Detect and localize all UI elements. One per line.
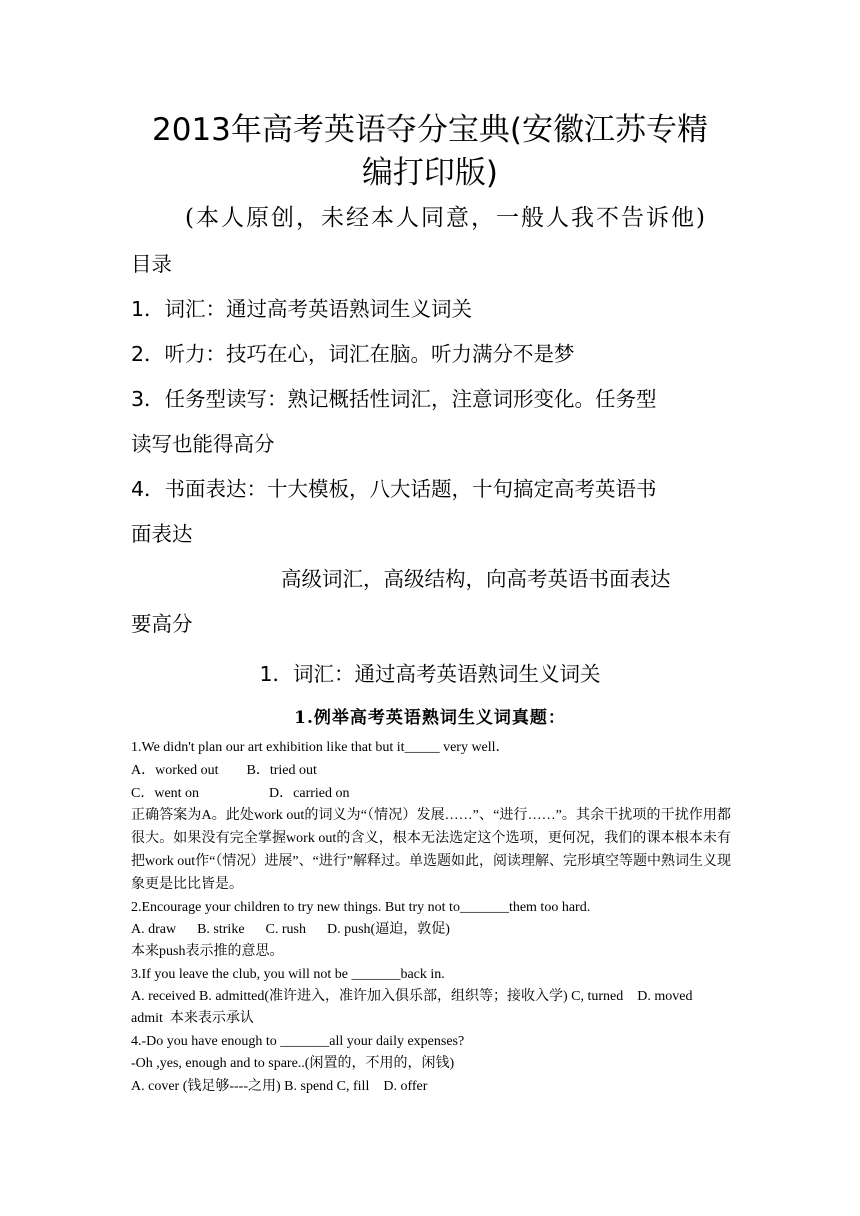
question-2-options: A. draw B. strike C. rush D. push(逼迫，敦促) bbox=[131, 922, 450, 937]
toc-heading: 目录 bbox=[131, 252, 172, 276]
toc-item-2: 2．听力：技巧在心，词汇在脑。听力满分不是梦 bbox=[131, 342, 575, 366]
question-1-options-cd: C．went on D．carried on bbox=[131, 786, 350, 801]
document-subtitle: (本人原创，未经本人同意，一般人我不告诉他) bbox=[185, 205, 707, 231]
question-1-explanation: 正确答案为A。此处work out的词义为“（情况）发展……”、“进行……”。其余干扰项的干扰作用都很大。如果没有完全掌握work out的含义，根本无法选定这个选项，更何况，我们的课本根本未有把work out作“（情况）进展”、“进行”解释过。单选题如此，阅读理解、完形填空等题中熟词生义现象更是比比皆是。 bbox=[131, 808, 732, 892]
toc-item-1: 1．词汇：通过高考英语熟词生义词关 bbox=[131, 297, 473, 321]
toc-item-5-line-2: 要高分 bbox=[131, 612, 193, 636]
question-1-options-ab: A．worked out B．tried out bbox=[131, 763, 317, 778]
toc-item-4-line-1: 4．书面表达：十大模板，八大话题，十句搞定高考英语书 bbox=[131, 477, 657, 501]
question-4-reply: -Oh ,yes, enough and to spare..(闲置的，不用的，闲钱) bbox=[131, 1056, 455, 1071]
question-3-note: admit 本来表示承认 bbox=[131, 1011, 254, 1026]
document-title-line-2: 编打印版) bbox=[361, 155, 499, 191]
document-title-line-1: 2013年高考英语夺分宝典(安徽江苏专精 bbox=[152, 112, 708, 148]
toc-item-3-line-2: 读写也能得高分 bbox=[131, 432, 275, 456]
question-3: 3.If you leave the club, you will not be _______back in. bbox=[131, 967, 445, 982]
question-3-options: A. received B. admitted(准许进入，准许加入俱乐部，组织等；接收入学) C, turned D. moved bbox=[131, 989, 693, 1004]
question-1: 1.We didn't plan our art exhibition like that but it_____ very well． bbox=[131, 740, 510, 755]
toc-item-3-line-1: 3．任务型读写：熟记概括性词汇，注意词形变化。任务型 bbox=[131, 387, 657, 411]
question-2-note: 本来push表示推的意思。 bbox=[131, 944, 284, 959]
toc-item-5-line-1: 高级词汇，高级结构，向高考英语书面表达 bbox=[281, 567, 671, 591]
question-2: 2.Encourage your children to try new things. But try not to_______them too hard. bbox=[131, 900, 591, 915]
section-subheading: 1.例举高考英语熟词生义词真题： bbox=[294, 708, 566, 728]
toc-item-4-line-2: 面表达 bbox=[131, 522, 193, 546]
question-4-options: A. cover (钱足够----之用) B. spend C, fill D. offer bbox=[131, 1079, 428, 1094]
question-4: 4.-Do you have enough to _______all your daily expenses? bbox=[131, 1034, 465, 1049]
section-heading: 1．词汇：通过高考英语熟词生义词关 bbox=[259, 662, 601, 686]
